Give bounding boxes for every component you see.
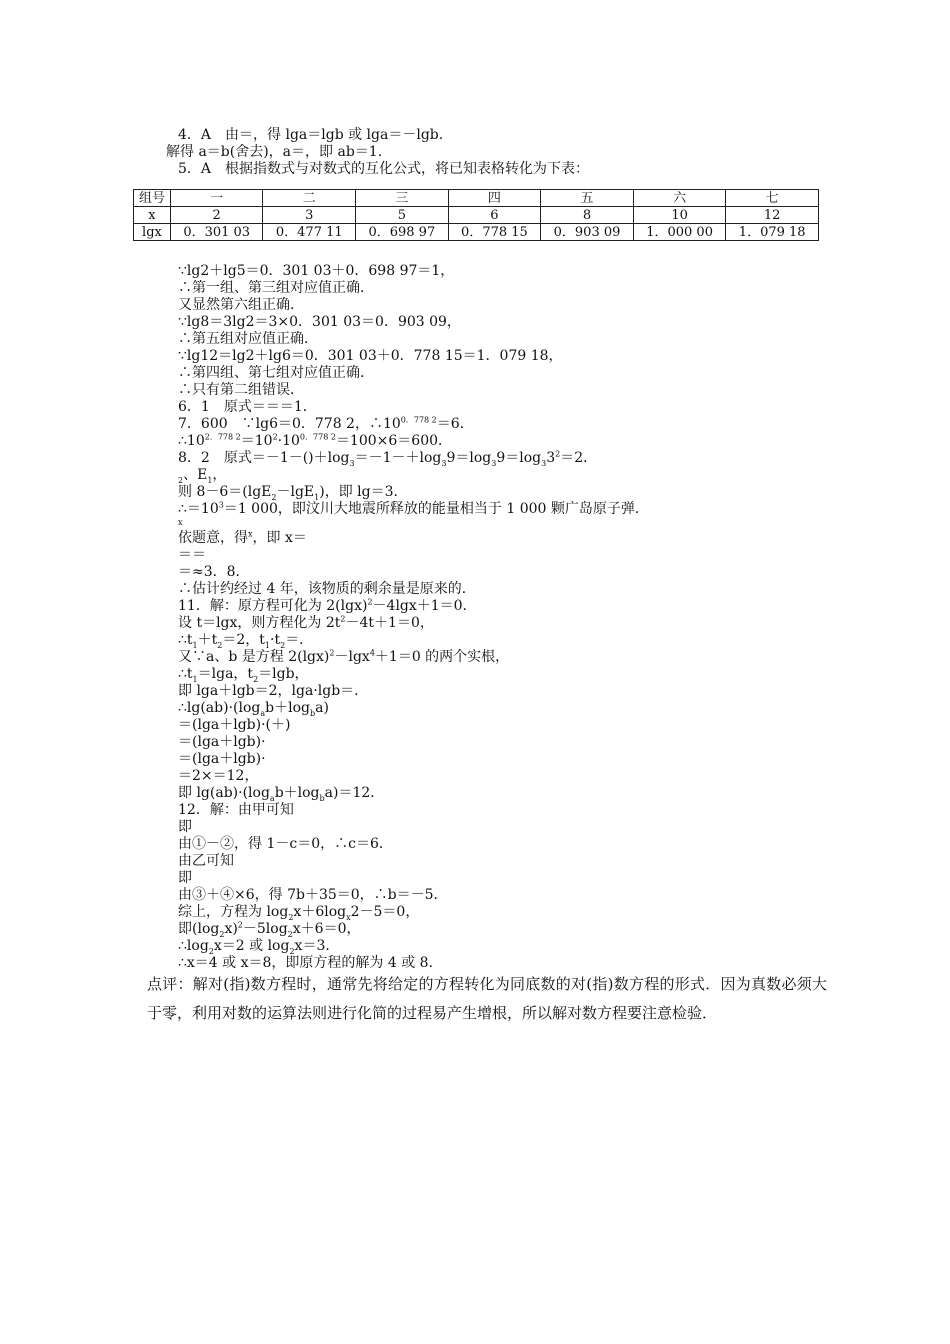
table-cell: 六	[633, 190, 726, 207]
answer-11-line-10: ＝(lga＋lgb)·	[178, 751, 266, 767]
body-line: ∴第一组、第三组对应值正确．	[178, 280, 374, 296]
answer-12-line-10: ∴x＝4 或 x＝8，即原方程的解为 4 或 8．	[178, 955, 443, 971]
table-cell: 0．698 97	[356, 224, 449, 241]
answer-12-line-7: 综上，方程为 $\log_2x+6\log_x2-5=0$，	[178, 904, 420, 922]
answer-12-line-8: 即$(\log_2x)^2-5\log_2x+6=0$，	[178, 920, 361, 939]
body-line: ∴第四组、第七组对应值正确．	[178, 365, 374, 381]
answer-6: 6．1 原式＝＝＝1．	[178, 399, 317, 415]
answer-12-line-9: $\therefore\log_2x=2$ 或 $\log_2x=3$．	[178, 938, 340, 956]
body-line: ∵lg8＝3lg2＝3×0．301 03＝0．903 09，	[178, 314, 461, 330]
body-line: ∴第五组对应值正确．	[178, 331, 318, 347]
answer-7-line-1: 7．600 ∵lg6＝0．778 2，$\therefore 10^{0.778 2}=6$．	[178, 415, 474, 432]
table-cell: x	[134, 207, 171, 224]
answer-10-line-2: ＝＝	[178, 547, 206, 563]
log-value-table	[133, 189, 819, 241]
answer-11-line-9: ＝(lga＋lgb)·	[178, 734, 266, 750]
table-cell: lgx	[134, 224, 171, 241]
answer-11-line-5: $\therefore t_1=\lg a$，$t_2=\lg b$，	[178, 666, 309, 684]
answer-8: 8．2 原式$=-1-()+\log_3=-1-+\log_39=\log_39=\log_33^2=2$．	[178, 449, 598, 468]
answer-12-line-6: 由③＋④×6，得 7b＋35＝0，∴b＝－5．	[178, 887, 448, 903]
answer-4-line-2: 解得 a＝b(舍去)，a＝，即 ab＝1.	[166, 144, 383, 160]
answer-10-line-4: ∴估计约经过 4 年，该物质的剩余量是原来的．	[178, 581, 476, 597]
answer-11-line-8: ＝(lga＋lgb)·(＋)	[178, 717, 291, 733]
body-line: ∴只有第二组错误．	[178, 382, 304, 398]
answer-4-line-1: 4．A 由＝，得 lga＝lgb 或 lga＝－lgb.	[178, 127, 444, 143]
answer-11-line-6: 即 lga＋lgb＝2，lga·lgb＝．	[178, 683, 369, 699]
table-cell: 0．778 15	[448, 224, 541, 241]
answer-9-line-3: $\therefore=10^3=1$ 000，即汶川大地震所释放的能量相当于 1 000 颗广岛原子弹．	[178, 500, 649, 517]
table-cell: 10	[633, 207, 726, 224]
table-cell: 三	[356, 190, 449, 207]
answer-12-line-3: 由①－②，得 1－c＝0，∴c＝6．	[178, 836, 393, 852]
answer-9-line-2: 则 8－6＝(lgE$_2$－lgE$_1$)，即 lg＝3．	[178, 484, 408, 502]
answer-11-line-12: 即 $\lg(ab)\cdot(\log_ab+\log_ba)=12$．	[178, 785, 385, 803]
answer-5-intro: 5．A 根据指数式与对数式的互化公式，将已知表格转化为下表：	[178, 161, 590, 177]
table-cell: 一	[170, 190, 263, 207]
answer-11-line-2: 设 t＝lgx，则方程化为 $2t^2-4t+1=0$，	[178, 614, 434, 631]
table-cell: 3	[263, 207, 356, 224]
table-cell: 七	[726, 190, 819, 207]
answer-11-line-1: 11．解：原方程可化为 $2(\lg x)^2-4\lg x+1=0$．	[178, 597, 477, 614]
table-cell: 8	[541, 207, 634, 224]
table-cell: 五	[541, 190, 634, 207]
table-cell: 6	[448, 207, 541, 224]
table-cell: 2	[170, 207, 263, 224]
table-cell: 12	[726, 207, 819, 224]
answer-10-fragment: x	[178, 518, 183, 527]
body-line: 又显然第六组正确．	[178, 297, 304, 313]
table-cell: 5	[356, 207, 449, 224]
table-header-row	[134, 190, 819, 207]
answer-11-line-3: $\therefore t_1+t_2=2$，$t_1\cdot t_2=$．	[178, 632, 314, 650]
answer-11-line-4: 又∵a、b 是方程 $2(\lg x)^2-\lg x^4+1=0$ 的两个实根，	[178, 648, 510, 665]
table-cell: 1．000 00	[633, 224, 726, 241]
table-cell: 0．903 09	[541, 224, 634, 241]
answer-11-line-11: ＝2×＝12，	[178, 768, 259, 784]
answer-10-line-3: ＝≈3．8．	[178, 564, 250, 580]
answer-7-line-2: $\therefore 10^{2.778 2}=10^2\cdot 10^{0.778 2}=100\times 6=600$．	[178, 432, 453, 449]
table-cell: 四	[448, 190, 541, 207]
answer-12-line-1: 12．解：由甲可知	[178, 802, 294, 818]
body-line: ∵lg2＋lg5＝0．301 03＋0．698 97＝1，	[178, 263, 455, 279]
answer-12-line-5: 即	[178, 870, 192, 886]
answer-10-line-1: 依题意，得$^x$，即 x＝	[178, 529, 307, 546]
table-row	[134, 224, 819, 241]
answer-11-line-7: $\therefore\lg(ab)\cdot(\log_ab+\log_ba)$	[178, 700, 329, 718]
table-cell: 组号	[134, 190, 171, 207]
table-cell: 0．477 11	[263, 224, 356, 241]
commentary-paragraph: 点评：解对(指)数方程时，通常先将给定的方程转化为同底数的对(指)数方程的形式．因为真数必须大于零，利用对数的运算法则进行化简的过程易产生增根，所以解对数方程要注意检验．	[147, 975, 827, 1022]
answer-12-line-4: 由乙可知	[178, 853, 234, 869]
table-row	[134, 207, 819, 224]
answer-12-line-2: 即	[178, 819, 192, 835]
table-cell: 1．079 18	[726, 224, 819, 241]
body-line: ∵lg12＝lg2＋lg6＝0．301 03＋0．778 15＝1．079 18，	[178, 348, 563, 364]
table-cell: 0．301 03	[170, 224, 263, 241]
answer-9-line-1: $_2$、$E_1$，	[178, 467, 227, 485]
table-cell: 二	[263, 190, 356, 207]
